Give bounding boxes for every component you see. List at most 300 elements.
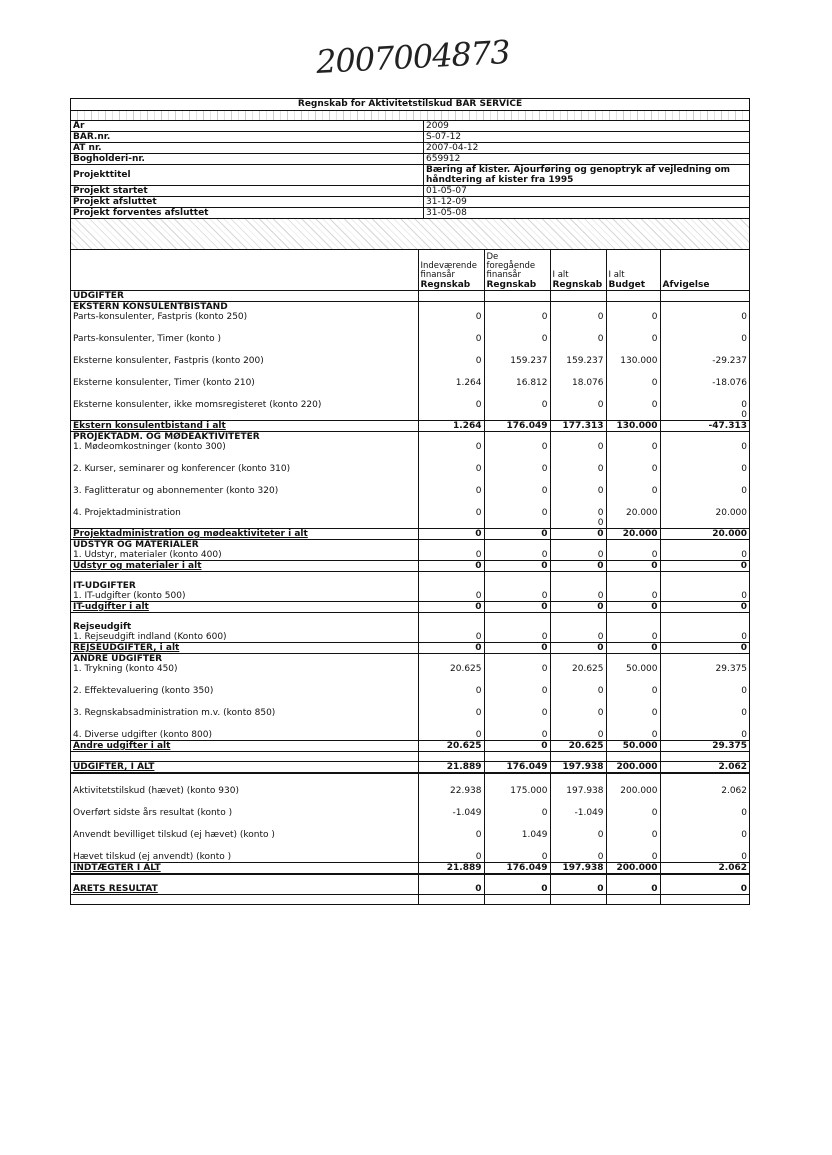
row-value: 0 xyxy=(660,410,749,421)
row-value: 0 xyxy=(606,674,660,696)
row-value: -1.049 xyxy=(418,796,484,818)
row-value: 0 xyxy=(418,312,484,322)
row-value xyxy=(660,654,749,665)
spacer-row xyxy=(71,613,749,623)
row-value: 0 xyxy=(550,591,606,602)
row-value: 0 xyxy=(660,602,749,613)
row-value: 0 xyxy=(418,818,484,840)
row-value: 0 xyxy=(550,388,606,410)
info-row xyxy=(71,197,749,208)
row-value: 0 xyxy=(484,643,550,654)
row-value: 0 xyxy=(660,591,749,602)
total-row xyxy=(71,643,749,654)
row-value: 176.049 xyxy=(484,421,550,432)
table-row xyxy=(71,518,749,529)
row-value xyxy=(606,895,660,905)
row-value xyxy=(550,752,606,762)
table-row xyxy=(71,796,749,818)
row-value xyxy=(606,572,660,582)
row-value: 0 xyxy=(606,474,660,496)
row-value xyxy=(418,518,484,529)
row-value: 176.049 xyxy=(484,863,550,875)
row-value xyxy=(606,410,660,421)
scan-noise-strip xyxy=(71,111,749,121)
row-label: Anvendt bevilliget tilskud (ej hævet) (konto ) xyxy=(73,830,275,840)
row-value: 0 xyxy=(606,696,660,718)
row-value: 0 xyxy=(550,561,606,572)
row-label: 1. Mødeomkostninger (konto 300) xyxy=(73,442,226,452)
row-value: 0 xyxy=(660,632,749,643)
row-value xyxy=(606,622,660,632)
table-row xyxy=(71,632,749,643)
row-label: UDGIFTER, I ALT xyxy=(71,762,418,774)
subheader-blank xyxy=(71,280,418,291)
total-row xyxy=(71,741,749,752)
row-label: Eksterne konsulenter, Timer (konto 210) xyxy=(73,378,255,388)
row-label: 4. Projektadministration xyxy=(73,508,181,518)
row-value: 0 xyxy=(418,344,484,366)
info-label: BAR.nr. xyxy=(71,132,424,143)
row-value: 0 xyxy=(418,474,484,496)
row-label: 3. Regnskabsadministration m.v. (konto 850) xyxy=(73,708,276,718)
row-value: 0 xyxy=(606,884,660,895)
table-row xyxy=(71,291,749,302)
row-value xyxy=(550,432,606,443)
row-value: 0 xyxy=(550,696,606,718)
row-value: 0 xyxy=(418,718,484,741)
total-row xyxy=(71,602,749,613)
row-value: 21.889 xyxy=(418,863,484,875)
row-value: 0 xyxy=(606,452,660,474)
table-row xyxy=(71,840,749,863)
table-row xyxy=(71,591,749,602)
row-label: Projektadministration og mødeaktiviteter i alt xyxy=(71,529,418,540)
row-label: PROJEKTADM. OG MØDEAKTIVITETER xyxy=(73,432,260,442)
col-header-previous: De foregående finansår xyxy=(484,250,550,280)
col-subheader-previous: Regnskab xyxy=(484,280,550,291)
row-value: 2.062 xyxy=(660,863,749,875)
row-value: 175.000 xyxy=(484,773,550,796)
row-value: 0 xyxy=(484,696,550,718)
table-row xyxy=(71,718,749,741)
row-label: Overført sidste års resultat (konto ) xyxy=(73,808,233,818)
spacer-row xyxy=(71,874,749,884)
row-value: 0 xyxy=(606,550,660,561)
row-value: -47.313 xyxy=(660,421,749,432)
row-value xyxy=(550,572,606,582)
project-info-table xyxy=(71,121,749,219)
row-value: 0 xyxy=(484,840,550,863)
row-label: ÅRETS RESULTAT xyxy=(71,884,418,895)
table-row xyxy=(71,474,749,496)
info-value: S-07-12 xyxy=(424,132,750,143)
col-header-deviation xyxy=(660,250,749,280)
row-value: 0 xyxy=(660,718,749,741)
row-value xyxy=(606,874,660,884)
row-value: 0 xyxy=(660,796,749,818)
info-value: 2009 xyxy=(424,121,750,132)
col-subheader-total: Regnskab xyxy=(550,280,606,291)
row-value: -18.076 xyxy=(660,366,749,388)
accounts-form xyxy=(70,98,750,905)
row-value: 0 xyxy=(660,312,749,322)
info-row xyxy=(71,121,749,132)
row-value: 130.000 xyxy=(606,421,660,432)
row-value xyxy=(550,654,606,665)
row-label: REJSEUDGIFTER, i alt xyxy=(71,643,418,654)
section-header-row xyxy=(71,622,749,632)
spacer-row xyxy=(71,895,749,905)
row-value: 0 xyxy=(550,884,606,895)
row-value xyxy=(660,613,749,623)
row-value: 0 xyxy=(660,388,749,410)
row-value xyxy=(418,654,484,665)
row-value: 0 xyxy=(418,602,484,613)
row-value: 0 xyxy=(660,884,749,895)
row-value: 0 xyxy=(550,840,606,863)
row-value: 0 xyxy=(606,840,660,863)
row-value xyxy=(418,622,484,632)
total-row xyxy=(71,529,749,540)
row-value: 197.938 xyxy=(550,773,606,796)
row-value: 0 xyxy=(606,591,660,602)
row-label: 1. Udstyr, materialer (konto 400) xyxy=(73,550,222,560)
row-value: 0 xyxy=(606,796,660,818)
row-value: 0 xyxy=(418,452,484,474)
row-value: 50.000 xyxy=(606,741,660,752)
row-label: 2. Kurser, seminarer og konferencer (konto 310) xyxy=(73,464,291,474)
row-value: 21.889 xyxy=(418,762,484,774)
row-value xyxy=(606,581,660,591)
row-value xyxy=(484,410,550,421)
info-value: 31-12-09 xyxy=(424,197,750,208)
row-value: 20.000 xyxy=(660,529,749,540)
row-value: 0 xyxy=(606,561,660,572)
row-value xyxy=(660,895,749,905)
row-value: 0 xyxy=(550,442,606,452)
row-value: 0 xyxy=(550,602,606,613)
row-value: 0 xyxy=(660,818,749,840)
col-header-current: Indeværende finansår xyxy=(418,250,484,280)
row-value xyxy=(550,540,606,551)
row-value: 20.000 xyxy=(660,496,749,518)
row-value xyxy=(660,622,749,632)
row-value xyxy=(550,291,606,302)
row-label xyxy=(71,410,418,421)
row-value xyxy=(418,410,484,421)
info-value: 31-05-08 xyxy=(424,208,750,219)
row-value: 20.625 xyxy=(418,664,484,674)
handwritten-case-number: 2007004873 xyxy=(315,32,511,82)
row-value: 0 xyxy=(484,674,550,696)
table-row xyxy=(71,388,749,410)
row-value: 0 xyxy=(550,643,606,654)
table-row xyxy=(71,773,749,796)
row-value: 0 xyxy=(550,322,606,344)
row-value: 0 xyxy=(484,312,550,322)
table-row xyxy=(71,410,749,421)
row-value xyxy=(418,895,484,905)
col-subheader-deviation: Afvigelse xyxy=(660,280,749,291)
row-value xyxy=(418,302,484,313)
row-label: Eksterne konsulenter, ikke momsregisteret (konto 220) xyxy=(73,400,322,410)
section-header-row xyxy=(71,654,749,665)
row-value: 0 xyxy=(550,632,606,643)
row-value: 0 xyxy=(484,496,550,518)
col-header-budget-total: I alt xyxy=(606,250,660,280)
row-value: 0 xyxy=(418,550,484,561)
table-row xyxy=(71,344,749,366)
row-value: 200.000 xyxy=(606,762,660,774)
row-label: INDTÆGTER I ALT xyxy=(71,863,418,875)
row-label: EKSTERN KONSULENTBISTAND xyxy=(73,302,228,312)
row-value: 0 xyxy=(550,474,606,496)
row-value xyxy=(660,752,749,762)
row-label: 1. Rejseudgift indland (Konto 600) xyxy=(73,632,227,642)
row-label: 4. Diverse udgifter (konto 800) xyxy=(73,730,212,740)
row-value xyxy=(550,302,606,313)
row-label xyxy=(71,874,418,884)
table-row xyxy=(71,818,749,840)
scan-noise-block xyxy=(71,219,749,250)
row-label: Ekstern konsulentbistand i alt xyxy=(71,421,418,432)
row-value: 0 xyxy=(660,561,749,572)
table-row xyxy=(71,312,749,322)
row-value: 1.264 xyxy=(418,421,484,432)
row-label: 1. IT-udgifter (konto 500) xyxy=(73,591,186,601)
row-value: 1.049 xyxy=(484,818,550,840)
row-value xyxy=(606,752,660,762)
column-header-row xyxy=(71,250,749,280)
row-value xyxy=(484,622,550,632)
row-value: 176.049 xyxy=(484,762,550,774)
row-value: 0 xyxy=(418,632,484,643)
info-label: Projekt forventes afsluttet xyxy=(71,208,424,219)
spacer-row xyxy=(71,752,749,762)
row-value: 0 xyxy=(484,591,550,602)
total-row xyxy=(71,863,749,875)
info-label: År xyxy=(71,121,424,132)
info-row xyxy=(71,165,749,186)
row-value: 2.062 xyxy=(660,773,749,796)
table-row xyxy=(71,322,749,344)
row-label: Udstyr og materialer i alt xyxy=(71,561,418,572)
row-value xyxy=(606,518,660,529)
row-value xyxy=(550,581,606,591)
info-value: 2007-04-12 xyxy=(424,143,750,154)
row-value xyxy=(550,874,606,884)
row-value: 0 xyxy=(484,388,550,410)
section-header-row xyxy=(71,540,749,551)
row-value: 16.812 xyxy=(484,366,550,388)
row-value: 197.938 xyxy=(550,762,606,774)
row-value: 29.375 xyxy=(660,664,749,674)
row-value: 0 xyxy=(660,674,749,696)
header-blank xyxy=(71,250,418,280)
row-value: 0 xyxy=(418,561,484,572)
row-value xyxy=(550,613,606,623)
row-value: 0 xyxy=(484,529,550,540)
row-value xyxy=(606,432,660,443)
section-header-row xyxy=(71,302,749,313)
row-value: 200.000 xyxy=(606,773,660,796)
row-value: 0 xyxy=(606,632,660,643)
row-value xyxy=(660,572,749,582)
row-value: -29.237 xyxy=(660,344,749,366)
row-value: 0 xyxy=(550,718,606,741)
table-row xyxy=(71,696,749,718)
row-value: 197.938 xyxy=(550,863,606,875)
row-value: -1.049 xyxy=(550,796,606,818)
row-value: 0 xyxy=(606,388,660,410)
row-value xyxy=(484,540,550,551)
row-value: 0 xyxy=(606,602,660,613)
row-value xyxy=(484,432,550,443)
table-row xyxy=(71,884,749,895)
row-value xyxy=(606,302,660,313)
row-value: 0 xyxy=(550,312,606,322)
row-label: UDGIFTER xyxy=(71,291,418,302)
row-value: 0 xyxy=(484,452,550,474)
row-value xyxy=(484,654,550,665)
row-value xyxy=(606,613,660,623)
row-label: Andre udgifter i alt xyxy=(71,741,418,752)
row-value xyxy=(660,291,749,302)
row-value xyxy=(418,613,484,623)
section-header-row xyxy=(71,432,749,443)
row-value: 0 xyxy=(484,474,550,496)
row-label xyxy=(71,752,418,762)
row-label xyxy=(71,572,418,582)
row-value xyxy=(484,613,550,623)
table-row xyxy=(71,496,749,518)
row-value xyxy=(418,291,484,302)
row-value: 0 xyxy=(418,674,484,696)
row-value: 0 xyxy=(606,312,660,322)
info-row xyxy=(71,208,749,219)
row-value: 22.938 xyxy=(418,773,484,796)
row-label: Aktivitetstilskud (hævet) (konto 930) xyxy=(73,786,239,796)
row-value xyxy=(484,874,550,884)
row-value xyxy=(484,291,550,302)
info-label: Bogholderi-nr. xyxy=(71,154,424,165)
row-value: 177.313 xyxy=(550,421,606,432)
row-value xyxy=(418,572,484,582)
row-value: 0 xyxy=(484,322,550,344)
row-value: 0 xyxy=(606,718,660,741)
row-value: 20.000 xyxy=(606,529,660,540)
info-label: Projekt startet xyxy=(71,186,424,197)
row-label: 2. Effektevaluering (konto 350) xyxy=(73,686,214,696)
row-value: 0 xyxy=(550,496,606,518)
table-row xyxy=(71,664,749,674)
row-value: 0 xyxy=(418,696,484,718)
row-value xyxy=(550,622,606,632)
row-value: 0 xyxy=(550,674,606,696)
row-value: 29.375 xyxy=(660,741,749,752)
table-row xyxy=(71,366,749,388)
row-value: 20.000 xyxy=(606,496,660,518)
info-value: 01-05-07 xyxy=(424,186,750,197)
row-value: 0 xyxy=(660,442,749,452)
row-value: 2.062 xyxy=(660,762,749,774)
total-row xyxy=(71,762,749,774)
row-value: 0 xyxy=(550,518,606,529)
row-label: IT-udgifter i alt xyxy=(71,602,418,613)
row-value: 0 xyxy=(418,322,484,344)
row-value xyxy=(660,874,749,884)
info-label: AT nr. xyxy=(71,143,424,154)
info-value: Bæring af kister. Ajourføring og genoptryk af vejledning om håndtering af kister fra 1995 xyxy=(424,165,750,186)
row-value xyxy=(660,540,749,551)
row-label: Eksterne konsulenter, Fastpris (konto 200) xyxy=(73,356,264,366)
row-value: 0 xyxy=(660,840,749,863)
row-value: 0 xyxy=(550,452,606,474)
row-label xyxy=(71,895,418,905)
row-value xyxy=(484,581,550,591)
info-row xyxy=(71,143,749,154)
row-value xyxy=(660,581,749,591)
row-label: Hævet tilskud (ej anvendt) (konto ) xyxy=(73,852,232,862)
row-value xyxy=(484,572,550,582)
info-value: 659912 xyxy=(424,154,750,165)
row-value xyxy=(550,895,606,905)
row-value xyxy=(550,410,606,421)
row-value xyxy=(418,540,484,551)
row-value: 0 xyxy=(550,818,606,840)
info-label: Projekt afsluttet xyxy=(71,197,424,208)
row-label: Rejseudgift xyxy=(73,622,132,632)
row-value: 159.237 xyxy=(484,344,550,366)
row-value xyxy=(484,302,550,313)
col-subheader-current: Regnskab xyxy=(418,280,484,291)
row-value: 0 xyxy=(660,696,749,718)
total-row xyxy=(71,561,749,572)
row-value xyxy=(660,518,749,529)
row-value: 0 xyxy=(660,643,749,654)
row-value: 0 xyxy=(418,529,484,540)
row-value xyxy=(660,302,749,313)
row-value: 0 xyxy=(418,840,484,863)
form-title: Regnskab for Aktivitetstilskud BAR SERVICE xyxy=(71,99,749,111)
row-value: 20.625 xyxy=(550,664,606,674)
row-value: 20.625 xyxy=(418,741,484,752)
row-value: 0 xyxy=(606,643,660,654)
row-value: 0 xyxy=(660,322,749,344)
row-value: 0 xyxy=(550,550,606,561)
row-value xyxy=(418,432,484,443)
row-value: 0 xyxy=(418,884,484,895)
row-value: 0 xyxy=(606,366,660,388)
row-value: 0 xyxy=(484,632,550,643)
row-value xyxy=(606,291,660,302)
info-row xyxy=(71,186,749,197)
row-value: 0 xyxy=(418,591,484,602)
row-value: 0 xyxy=(484,796,550,818)
row-label xyxy=(71,518,418,529)
info-row xyxy=(71,132,749,143)
row-value: 159.237 xyxy=(550,344,606,366)
row-value: 0 xyxy=(660,452,749,474)
row-value: 0 xyxy=(418,442,484,452)
row-value: 0 xyxy=(484,602,550,613)
table-row xyxy=(71,442,749,452)
row-value: 0 xyxy=(484,741,550,752)
row-value: 50.000 xyxy=(606,664,660,674)
row-value: 1.264 xyxy=(418,366,484,388)
row-value: 0 xyxy=(660,550,749,561)
row-value xyxy=(418,581,484,591)
